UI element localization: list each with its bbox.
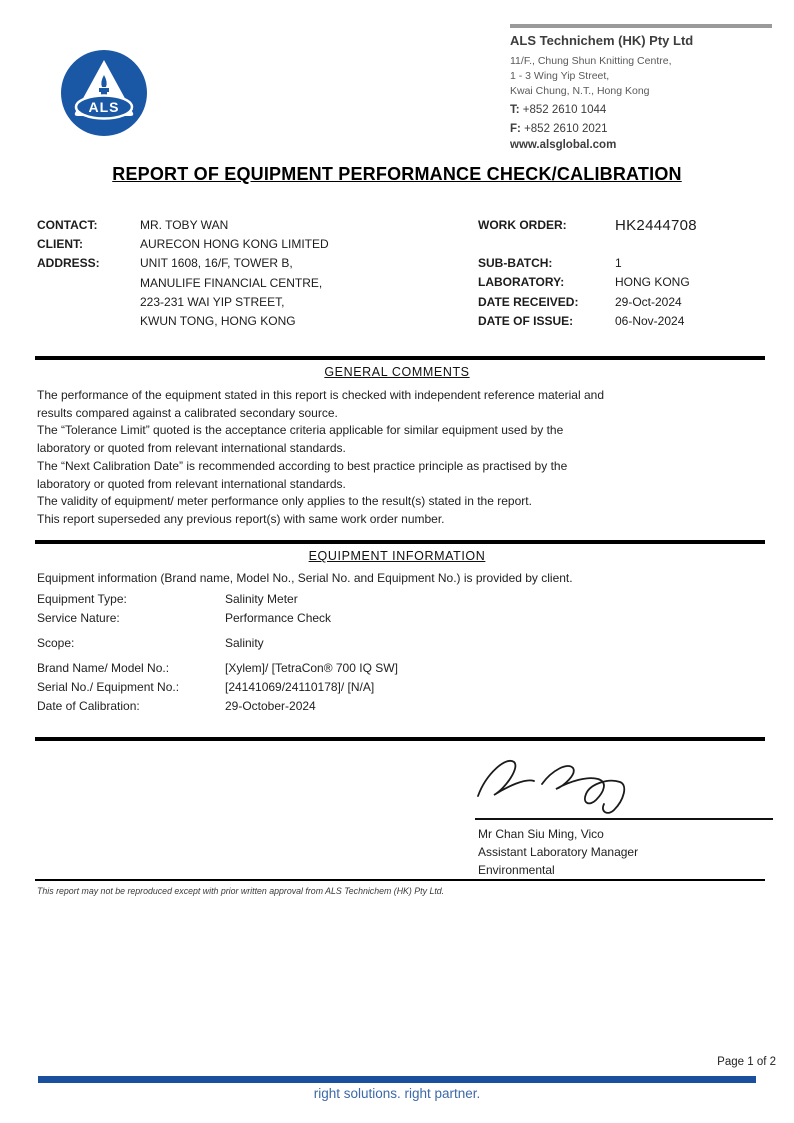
comment-line: results compared against a calibrated secondary source.: [37, 405, 338, 420]
client-info-block: [37, 216, 437, 331]
address-label: ADDRESS:: [37, 256, 100, 271]
signatory-block: [478, 825, 638, 879]
section-divider-bar: [35, 737, 765, 741]
address-row: [37, 312, 437, 331]
phone-row: [510, 102, 772, 118]
fax-value: +852 2610 2021: [524, 123, 608, 135]
report-title: REPORT OF EQUIPMENT PERFORMANCE CHECK/CALIBRATION: [112, 164, 682, 184]
page-number: Page 1 of 2: [717, 1056, 776, 1068]
section-divider-bar: [35, 356, 765, 360]
serial-equipment-value: [24141069/24110178]/ [N/A]: [225, 680, 375, 694]
reproduction-disclaimer: This report may not be reproduced except with prior written approval from ALS Technichem (HK) Pty Ltd.: [37, 886, 445, 896]
client-row: [37, 235, 437, 254]
company-address-line: 1 - 3 Wing Yip Street,: [510, 70, 610, 82]
date-received-row: [478, 293, 778, 312]
comment-line: The performance of the equipment stated in this report is checked with independent reference material and: [37, 388, 604, 402]
comment-line: The “Next Calibration Date” is recommended according to best practice principle as practised by the: [37, 458, 568, 473]
sub-batch-row: [478, 254, 778, 273]
contact-value: MR. TOBY WAN: [140, 218, 229, 232]
laboratory-value: HONG KONG: [615, 275, 690, 290]
equipment-type-value: Salinity Meter: [225, 592, 298, 606]
client-label: CLIENT:: [37, 237, 83, 252]
website-text: www.alsglobal.com: [510, 139, 617, 151]
date-received-value: 29-Oct-2024: [615, 294, 682, 309]
als-logo-icon: [60, 49, 148, 137]
equipment-info-intro: Equipment information (Brand name, Model No., Serial No. and Equipment No.) is provided by client.: [37, 571, 573, 585]
calibration-date-label: Date of Calibration:: [37, 699, 140, 713]
comment-line: The validity of equipment/ meter performance only applies to the result(s) stated in the report.: [37, 494, 532, 509]
work-order-label: WORK ORDER:: [478, 218, 567, 232]
equipment-information-heading: EQUIPMENT INFORMATION: [308, 549, 486, 563]
client-value: AURECON HONG KONG LIMITED: [140, 237, 329, 252]
contact-label: CONTACT:: [37, 218, 98, 232]
section-divider-bar: [35, 540, 765, 544]
scope-value: Salinity: [225, 636, 264, 650]
equipment-type-row: [37, 590, 737, 609]
brand-model-row: [37, 659, 737, 678]
date-of-issue-value: 06-Nov-2024: [615, 313, 685, 328]
work-order-value: HK2444708: [615, 217, 697, 234]
calibration-date-value: 29-October-2024: [225, 699, 316, 713]
signatory-department: Environmental: [478, 863, 555, 877]
footer-divider-bar: [35, 879, 765, 881]
equipment-info-rows: [37, 590, 737, 716]
general-comments-text: [37, 387, 767, 529]
company-address-line: Kwai Chung, N.T., Hong Kong: [510, 85, 650, 97]
calibration-date-row: [37, 697, 737, 716]
address-line: MANULIFE FINANCIAL CENTRE,: [140, 275, 323, 290]
order-info-block: [478, 216, 778, 331]
company-name: ALS Technichem (HK) Pty Ltd: [510, 33, 694, 48]
equipment-type-label: Equipment Type:: [37, 592, 127, 606]
signature-line: [475, 818, 773, 820]
company-address-line: 11/F., Chung Shun Knitting Centre,: [510, 55, 672, 67]
contact-row: [37, 216, 437, 235]
general-comments-heading: GENERAL COMMENTS: [324, 365, 470, 379]
phone-label: T:: [510, 104, 520, 116]
logo-text: ALS: [88, 99, 120, 115]
date-of-issue-row: [478, 312, 778, 331]
comment-line: laboratory or quoted from relevant international standards.: [37, 476, 346, 491]
address-line: UNIT 1608, 16/F, TOWER B,: [140, 256, 293, 271]
serial-equipment-label: Serial No./ Equipment No.:: [37, 680, 180, 694]
comment-line: This report superseded any previous report(s) with same work order number.: [37, 511, 445, 526]
date-received-label: DATE RECEIVED:: [478, 294, 579, 309]
service-nature-value: Performance Check: [225, 611, 332, 625]
brand-model-label: Brand Name/ Model No.:: [37, 661, 170, 675]
footer-blue-bar: [38, 1076, 756, 1083]
address-row: [37, 254, 437, 273]
brand-model-value: [Xylem]/ [TetraCon® 700 IQ SW]: [225, 661, 398, 675]
fax-label: F:: [510, 123, 521, 135]
brand-tagline: right solutions. right partner.: [313, 1086, 481, 1101]
phone-value: +852 2610 1044: [522, 104, 607, 116]
sub-batch-value: 1: [615, 256, 622, 271]
address-row: [37, 293, 437, 312]
address-line: KWUN TONG, HONG KONG: [140, 314, 296, 329]
work-order-row: [478, 216, 778, 235]
sub-batch-label: SUB-BATCH:: [478, 256, 553, 271]
serial-equipment-row: [37, 678, 737, 697]
address-line: 223-231 WAI YIP STREET,: [140, 294, 285, 309]
signature-handwriting: [472, 748, 662, 820]
laboratory-row: [478, 273, 778, 292]
fax-row: [510, 121, 772, 137]
date-of-issue-label: DATE OF ISSUE:: [478, 313, 574, 328]
laboratory-label: LABORATORY:: [478, 275, 565, 290]
service-nature-label: Service Nature:: [37, 611, 120, 625]
company-header-block: [510, 24, 772, 151]
signatory-title: Assistant Laboratory Manager: [478, 845, 639, 859]
scope-label: Scope:: [37, 636, 75, 650]
comment-line: laboratory or quoted from relevant international standards.: [37, 441, 346, 456]
scope-row: [37, 634, 737, 653]
comment-line: The “Tolerance Limit” quoted is the acceptance criteria applicable for similar equipment used by the: [37, 423, 564, 438]
service-nature-row: [37, 609, 737, 628]
address-row: [37, 274, 437, 293]
signatory-name: Mr Chan Siu Ming, Vico: [478, 827, 604, 841]
